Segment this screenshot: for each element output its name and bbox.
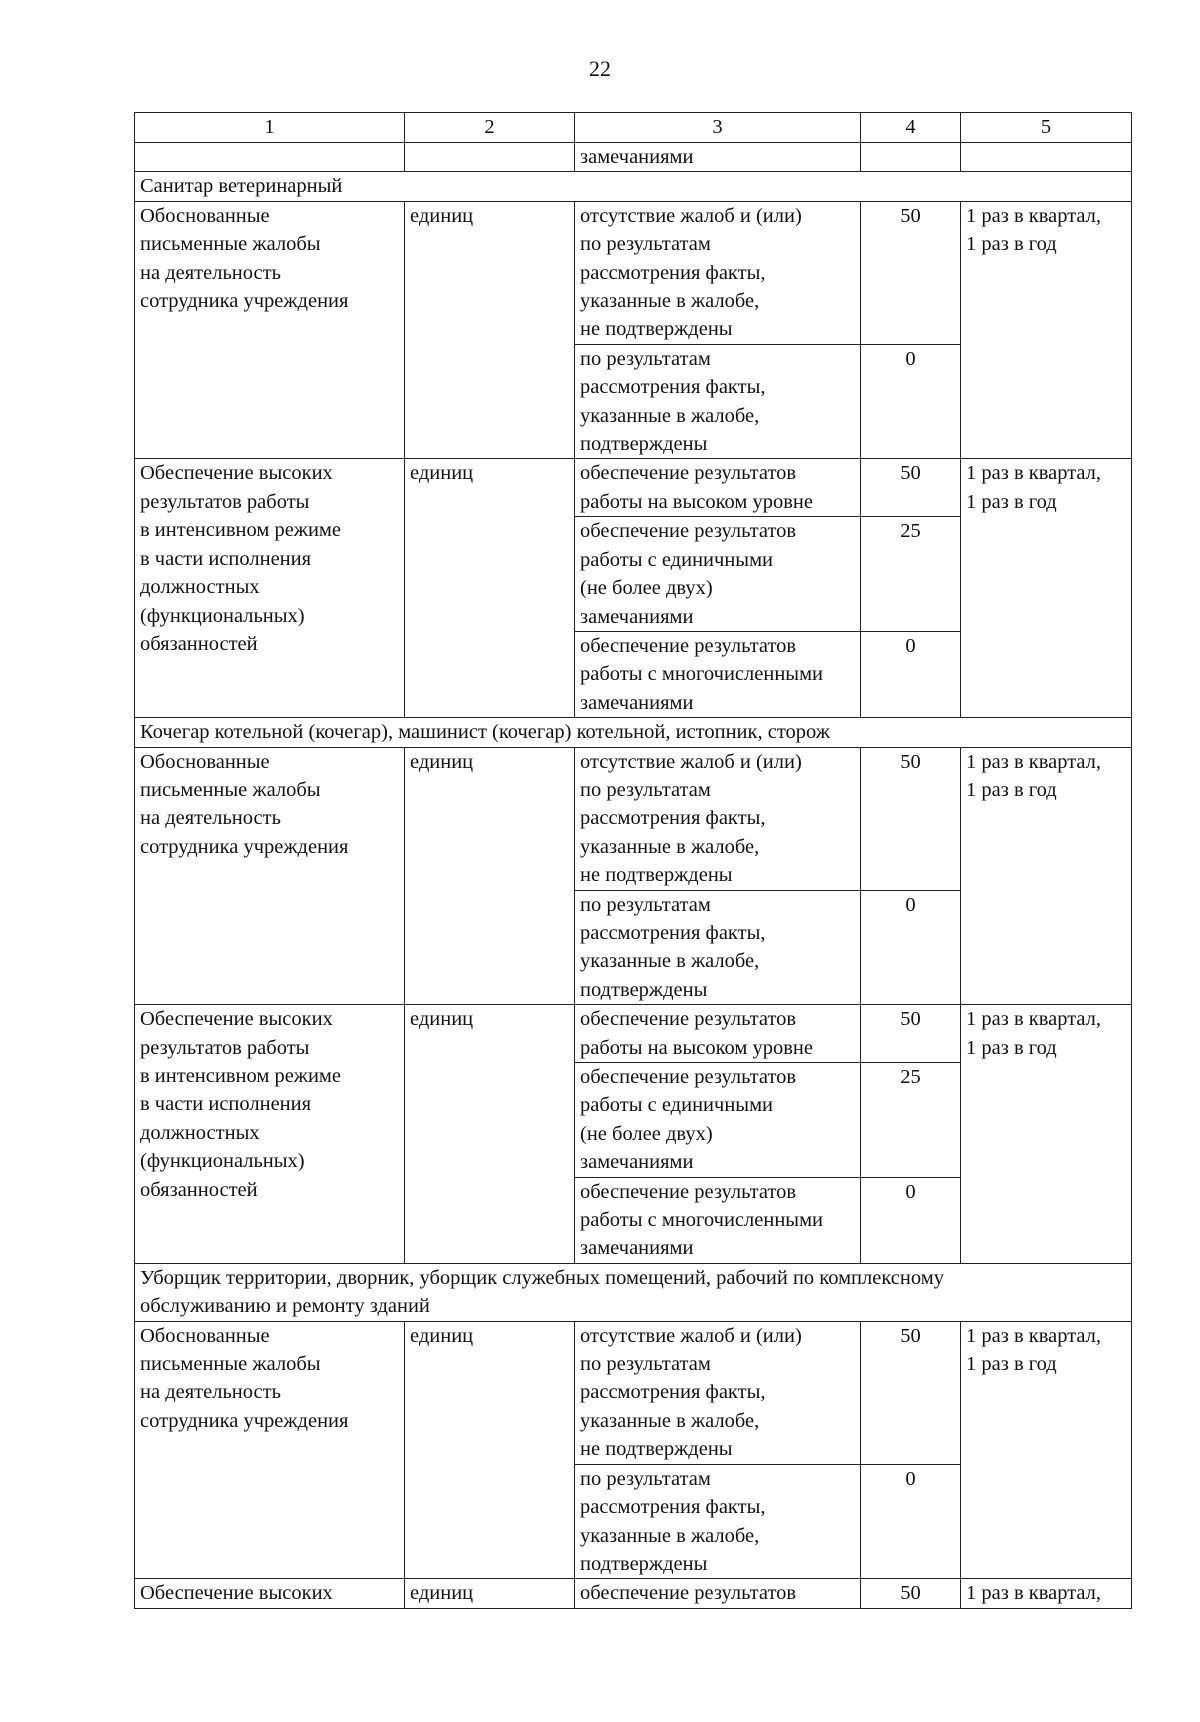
section-title: Санитар ветеринарный — [135, 172, 1132, 201]
column-number: 1 — [135, 113, 405, 143]
criteria-table — [134, 112, 1132, 1609]
page-number: 22 — [589, 56, 611, 81]
criterion-cell: обеспечение результатов — [575, 1579, 861, 1608]
score-cell: 0 — [861, 344, 961, 459]
column-number: 2 — [405, 113, 575, 143]
section-row — [135, 172, 1132, 201]
criterion-cell: обеспечение результатов работы с единичными (не более двух) замечаниями — [575, 517, 861, 632]
section-row — [135, 1263, 1132, 1321]
section-title: Кочегар котельной (кочегар), машинист (кочегар) котельной, истопник, сторож — [135, 718, 1132, 747]
criterion-cell: по результатам рассмотрения факты, указанные в жалобе, подтверждены — [575, 1464, 861, 1579]
criterion-cell: по результатам рассмотрения факты, указанные в жалобе, подтверждены — [575, 344, 861, 459]
unit-cell: единиц — [405, 1321, 575, 1579]
period-cell — [961, 143, 1132, 172]
unit-cell — [405, 143, 575, 172]
unit-cell: единиц — [405, 747, 575, 1005]
criterion-cell: отсутствие жалоб и (или) по результатам рассмотрения факты, указанные в жалобе, не подтверждены — [575, 747, 861, 890]
column-number: 5 — [961, 113, 1132, 143]
period-cell: 1 раз в квартал, 1 раз в год — [961, 459, 1132, 718]
score-cell: 50 — [861, 1321, 961, 1464]
period-cell: 1 раз в квартал, 1 раз в год — [961, 201, 1132, 459]
column-number: 3 — [575, 113, 861, 143]
score-cell: 50 — [861, 201, 961, 344]
unit-cell: единиц — [405, 1579, 575, 1608]
criterion-cell: отсутствие жалоб и (или) по результатам рассмотрения факты, указанные в жалобе, не подтверждены — [575, 201, 861, 344]
score-cell: 25 — [861, 1063, 961, 1178]
score-cell: 50 — [861, 1005, 961, 1063]
criterion-cell: обеспечение результатов работы с единичными (не более двух) замечаниями — [575, 1063, 861, 1178]
unit-cell: единиц — [405, 1005, 575, 1264]
indicator-cell — [135, 143, 405, 172]
indicator-cell: Обеспечение высоких результатов работы в интенсивном режиме в части исполнения должностных (функциональных) обязанностей — [135, 459, 405, 718]
period-cell: 1 раз в квартал, 1 раз в год — [961, 747, 1132, 1005]
table-body — [135, 113, 1132, 1609]
score-cell: 0 — [861, 1177, 961, 1263]
section-title: Уборщик территории, дворник, уборщик служебных помещений, рабочий по комплексному обслуживанию и ремонту зданий — [135, 1263, 1132, 1321]
criterion-row — [135, 459, 1132, 517]
column-number: 4 — [861, 113, 961, 143]
indicator-cell: Обеспечение высоких — [135, 1579, 405, 1608]
criterion-row — [135, 1579, 1132, 1608]
score-cell: 0 — [861, 1464, 961, 1579]
indicator-cell: Обоснованные письменные жалобы на деятельность сотрудника учреждения — [135, 201, 405, 459]
criterion-cell: обеспечение результатов работы на высоком уровне — [575, 459, 861, 517]
section-row — [135, 718, 1132, 747]
criterion-row — [135, 1321, 1132, 1464]
continuation-row — [135, 143, 1132, 172]
column-number-row — [135, 113, 1132, 143]
score-cell: 0 — [861, 890, 961, 1005]
indicator-cell: Обоснованные письменные жалобы на деятельность сотрудника учреждения — [135, 747, 405, 1005]
score-cell: 25 — [861, 517, 961, 632]
period-cell: 1 раз в квартал, 1 раз в год — [961, 1321, 1132, 1579]
criterion-cell: обеспечение результатов работы с многочисленными замечаниями — [575, 1177, 861, 1263]
criterion-cell: по результатам рассмотрения факты, указанные в жалобе, подтверждены — [575, 890, 861, 1005]
period-cell: 1 раз в квартал, — [961, 1579, 1132, 1608]
criterion-row — [135, 201, 1132, 344]
period-cell: 1 раз в квартал, 1 раз в год — [961, 1005, 1132, 1264]
score-cell — [861, 143, 961, 172]
unit-cell: единиц — [405, 201, 575, 459]
score-cell: 50 — [861, 459, 961, 517]
indicator-cell: Обеспечение высоких результатов работы в интенсивном режиме в части исполнения должностных (функциональных) обязанностей — [135, 1005, 405, 1264]
unit-cell: единиц — [405, 459, 575, 718]
score-cell: 50 — [861, 747, 961, 890]
criterion-cell: замечаниями — [575, 143, 861, 172]
score-cell: 0 — [861, 631, 961, 717]
criterion-row — [135, 1005, 1132, 1063]
score-cell: 50 — [861, 1579, 961, 1608]
criterion-row — [135, 747, 1132, 890]
criterion-cell: обеспечение результатов работы с многочисленными замечаниями — [575, 631, 861, 717]
indicator-cell: Обоснованные письменные жалобы на деятельность сотрудника учреждения — [135, 1321, 405, 1579]
criterion-cell: отсутствие жалоб и (или) по результатам рассмотрения факты, указанные в жалобе, не подтверждены — [575, 1321, 861, 1464]
criterion-cell: обеспечение результатов работы на высоком уровне — [575, 1005, 861, 1063]
